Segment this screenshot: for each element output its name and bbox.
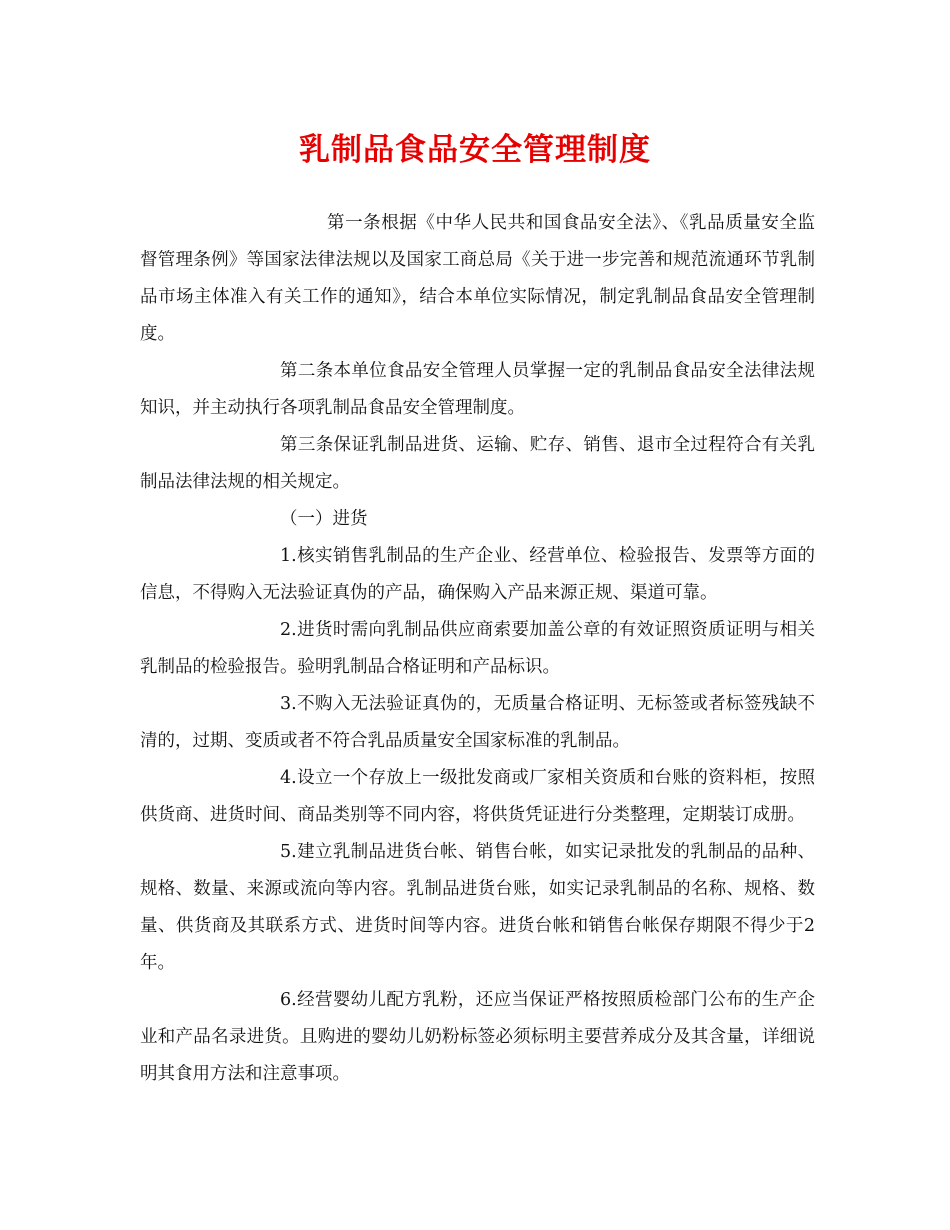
document-body	[140, 205, 815, 1093]
list-item-2: 2.进货时需向乳制品供应商索要加盖公章的有效证照资质证明与相关乳制品的检验报告。验明乳制品合格证明和产品标识。	[140, 620, 815, 677]
list-item-3: 3.不购入无法验证真伪的，无质量合格证明、无标签或者标签残缺不清的，过期、变质或者不符合乳品质量安全国家标准的乳制品。	[140, 694, 815, 751]
list-item-4: 4.设立一个存放上一级批发商或厂家相关资质和台账的资料柜，按照供货商、进货时间、商品类别等不同内容，将供货凭证进行分类整理，定期装订成册。	[140, 768, 815, 825]
article-1: 第一条根据《中华人民共和国食品安全法》、《乳品质量安全监督管理条例》等国家法律法规以及国家工商总局《关于进一步完善和规范流通环节乳制品市场主体准入有关工作的通知》，结合本单位实际情况，制定乳制品食品安全管理制度。	[140, 213, 815, 344]
section-heading-purchase: （一）进货	[280, 509, 368, 529]
article-3: 第三条保证乳制品进货、运输、贮存、销售、退市全过程符合有关乳制品法律法规的相关规定。	[140, 435, 815, 492]
list-item-6: 6.经营婴幼儿配方乳粉，还应当保证严格按照质检部门公布的生产企业和产品名录进货。且购进的婴幼儿奶粉标签必须标明主要营养成分及其含量，详细说明其食用方法和注意事项。	[140, 990, 815, 1084]
article-2: 第二条本单位食品安全管理人员掌握一定的乳制品食品安全法律法规知识，并主动执行各项乳制品食品安全管理制度。	[140, 361, 815, 418]
list-item-5: 5.建立乳制品进货台帐、销售台帐，如实记录批发的乳制品的品种、规格、数量、来源或流向等内容。乳制品进货台账，如实记录乳制品的名称、规格、数量、供货商及其联系方式、进货时间等内容。进货台帐和销售台帐保存期限不得少于2年。	[140, 842, 815, 973]
document-title: 乳制品食品安全管理制度	[299, 132, 651, 168]
list-item-1: 1.核实销售乳制品的生产企业、经营单位、检验报告、发票等方面的信息，不得购入无法验证真伪的产品，确保购入产品来源正规、渠道可靠。	[140, 546, 815, 603]
